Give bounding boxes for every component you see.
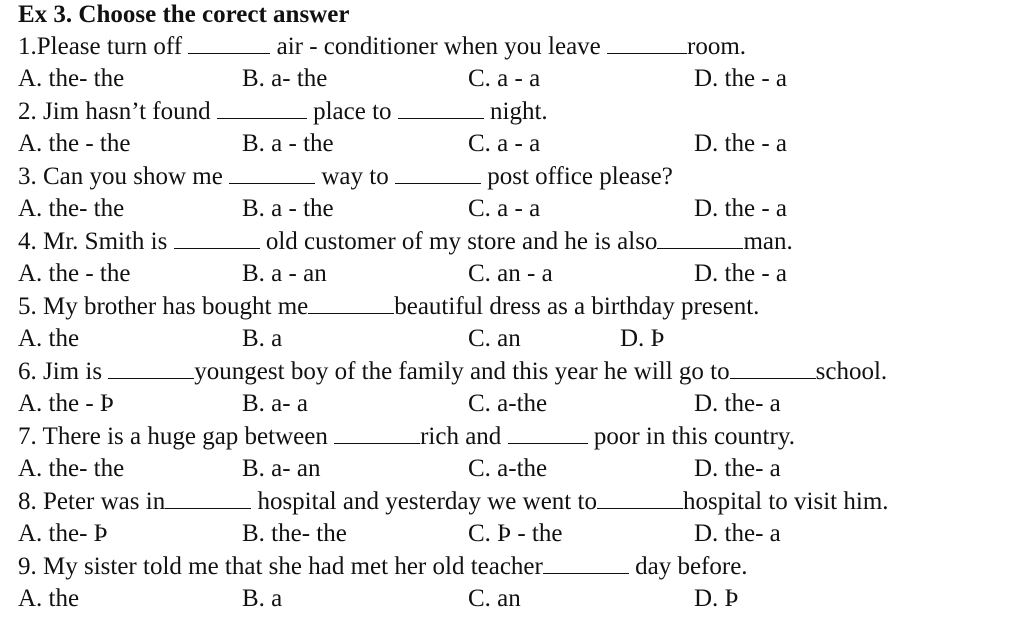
option-c[interactable]: C. an - a <box>468 260 553 287</box>
question-2 <box>18 97 548 127</box>
question-text: night. <box>490 98 548 125</box>
answer-blank[interactable] <box>398 98 484 119</box>
answer-blank[interactable] <box>657 228 743 249</box>
option-c[interactable]: C. an <box>468 325 521 352</box>
question-text: day before. <box>635 553 748 580</box>
question-text: youngest boy of the family and this year he will go to <box>194 358 730 385</box>
option-b[interactable]: B. a - an <box>242 260 327 287</box>
answer-blank[interactable] <box>229 163 315 184</box>
answer-blank[interactable] <box>395 163 481 184</box>
option-a[interactable]: A. the- the <box>18 195 125 222</box>
answer-blank[interactable] <box>174 228 260 249</box>
option-d[interactable]: D. Þ <box>620 325 665 352</box>
question-text: 3. Can you show me <box>18 163 223 190</box>
question-4 <box>18 227 793 257</box>
option-b[interactable]: B. a <box>242 325 283 352</box>
option-b[interactable]: B. a <box>242 585 283 612</box>
option-a[interactable]: A. the <box>18 585 80 612</box>
question-text: rich and <box>420 423 502 450</box>
option-a[interactable]: A. the- Þ <box>18 520 108 547</box>
option-b[interactable]: B. a- the <box>242 65 328 92</box>
answer-blank[interactable] <box>108 358 194 379</box>
question-3 <box>18 162 673 192</box>
answer-blank[interactable] <box>165 488 251 509</box>
question-text: 2. Jim hasn’t found <box>18 98 211 125</box>
question-text: 8. Peter was in <box>18 488 166 515</box>
option-d[interactable]: D. the- a <box>694 390 781 417</box>
option-a[interactable]: A. the <box>18 325 80 352</box>
option-c[interactable]: C. a-the <box>468 455 548 482</box>
option-b[interactable]: B. a- a <box>242 390 308 417</box>
answer-blank[interactable] <box>308 293 394 314</box>
question-text: place to <box>313 98 392 125</box>
answer-blank[interactable] <box>597 488 683 509</box>
answer-blank[interactable] <box>217 98 307 119</box>
question-6 <box>18 357 887 387</box>
question-text: 7. There is a huge gap between <box>18 423 328 450</box>
question-text: hospital to visit him. <box>682 488 889 515</box>
answer-blank[interactable] <box>508 423 588 444</box>
answer-blank[interactable] <box>543 553 629 574</box>
option-a[interactable]: A. the - the <box>18 260 131 287</box>
option-a[interactable]: A. the - Þ <box>18 390 114 417</box>
question-text: 1.Please turn off <box>18 33 183 60</box>
option-c[interactable]: C. Þ - the <box>468 520 563 547</box>
question-text: man. <box>743 228 793 255</box>
question-text: 6. Jim is <box>18 358 103 385</box>
option-d[interactable]: D. the - a <box>694 130 788 157</box>
answer-blank[interactable] <box>607 33 687 54</box>
option-a[interactable]: A. the - the <box>18 130 131 157</box>
question-text: post office please? <box>487 163 673 190</box>
question-8 <box>18 487 889 517</box>
question-text: poor in this country. <box>593 423 795 450</box>
question-text: room. <box>687 33 747 60</box>
answer-blank[interactable] <box>730 358 816 379</box>
option-a[interactable]: A. the- the <box>18 455 125 482</box>
answer-blank[interactable] <box>188 33 270 54</box>
question-text: 5. My brother has bought me <box>18 293 309 320</box>
option-d[interactable]: D. the- a <box>694 520 781 547</box>
question-text: old customer of my store and he is also <box>265 228 658 255</box>
question-text: way to <box>321 163 389 190</box>
question-text: 9. My sister told me that she had met her old teacher <box>18 553 543 580</box>
option-b[interactable]: B. a - the <box>242 195 334 222</box>
option-d[interactable]: D. the- a <box>694 455 781 482</box>
option-b[interactable]: B. the- the <box>242 520 347 547</box>
question-text: 4. Mr. Smith is <box>18 228 168 255</box>
option-d[interactable]: D. the - a <box>694 195 788 222</box>
option-a[interactable]: A. the- the <box>18 65 125 92</box>
option-c[interactable]: C. a - a <box>468 130 541 157</box>
option-c[interactable]: C. a - a <box>468 195 541 222</box>
question-1 <box>18 32 746 62</box>
option-c[interactable]: C. a-the <box>468 390 548 417</box>
question-7 <box>18 422 795 452</box>
option-d[interactable]: D. the - a <box>694 65 788 92</box>
option-c[interactable]: C. an <box>468 585 521 612</box>
option-c[interactable]: C. a - a <box>468 65 541 92</box>
exercise-title: Ex 3. Choose the corect answer <box>18 1 350 28</box>
question-text: school. <box>815 358 888 385</box>
answer-blank[interactable] <box>334 423 420 444</box>
question-5 <box>18 292 759 322</box>
option-b[interactable]: B. a - the <box>242 130 334 157</box>
option-d[interactable]: D. the - a <box>694 260 788 287</box>
question-text: air - conditioner when you leave <box>276 33 601 60</box>
question-text: beautiful dress as a birthday present. <box>394 293 760 320</box>
question-text: hospital and yesterday we went to <box>257 488 597 515</box>
option-d[interactable]: D. Þ <box>694 585 739 612</box>
option-b[interactable]: B. a- an <box>242 455 321 482</box>
question-9 <box>18 552 748 582</box>
